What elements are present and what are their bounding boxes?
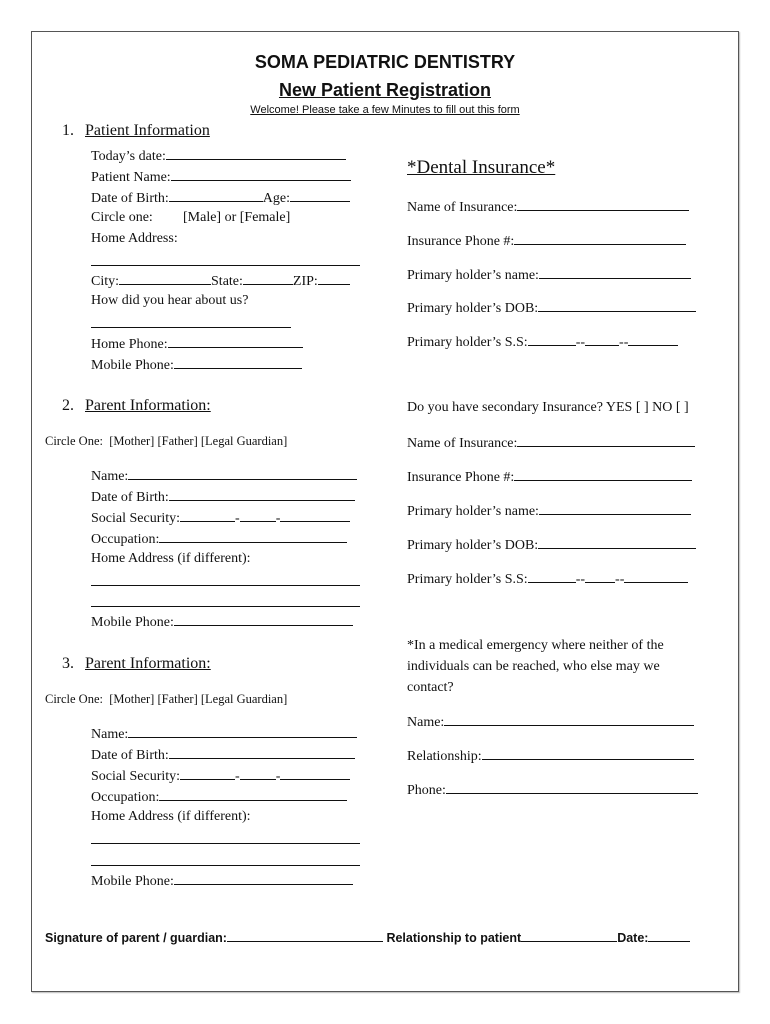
parent2-ssn-label: Social Security: xyxy=(91,769,181,784)
insurance-phone-field[interactable] xyxy=(407,232,686,250)
parent2-mobile-field[interactable] xyxy=(91,872,353,890)
parent1-relation-options[interactable]: [Mother] [Father] [Legal Guardian] xyxy=(109,434,288,448)
insurance-name-label: Name of Insurance: xyxy=(407,200,518,215)
emergency-name-label: Name: xyxy=(407,715,445,730)
patient-dob-field[interactable] xyxy=(91,189,350,207)
secondary-holder-dob-field[interactable] xyxy=(407,536,696,554)
hear-about-label: How did you hear about us? xyxy=(91,293,249,308)
secondary-holder-name-field[interactable] xyxy=(407,502,691,520)
secondary-holder-ss-field[interactable]: Primary holder’s S.S: -- -- xyxy=(407,570,688,588)
hear-about-line[interactable] xyxy=(91,327,291,328)
signature-row[interactable] xyxy=(45,929,690,945)
parent1-mobile-label: Mobile Phone: xyxy=(91,615,174,630)
relationship-to-patient-label: Relationship to patient xyxy=(386,931,522,945)
parent1-mobile-field[interactable] xyxy=(91,613,353,631)
parent1-address-line-1[interactable] xyxy=(91,585,360,586)
holder-name-label: Primary holder’s name: xyxy=(407,268,539,283)
parent1-circle-one xyxy=(45,434,287,449)
parent1-ssn-label: Social Security: xyxy=(91,511,181,526)
home-address-label: Home Address: xyxy=(91,231,178,246)
home-phone-label: Home Phone: xyxy=(91,337,168,352)
secondary-holder-ss-label: Primary holder’s S.S: xyxy=(407,572,528,587)
parent1-dob-label: Date of Birth: xyxy=(91,490,169,505)
dental-insurance-heading: *Dental Insurance* xyxy=(407,157,556,178)
todays-date-field[interactable] xyxy=(91,147,346,165)
holder-dob-field[interactable] xyxy=(407,299,696,317)
secondary-insurance-name-field[interactable] xyxy=(407,434,695,452)
parent1-address-line-2[interactable] xyxy=(91,606,360,607)
parent2-section-heading: Parent Information: xyxy=(85,655,211,672)
signature-label: Signature of parent / guardian: xyxy=(45,931,227,945)
parent2-mobile-label: Mobile Phone: xyxy=(91,874,174,889)
emergency-phone-label: Phone: xyxy=(407,783,446,798)
parent1-dob-field[interactable] xyxy=(91,488,355,506)
parent1-home-address-label: Home Address (if different): xyxy=(91,551,251,566)
form-title: New Patient Registration xyxy=(278,80,492,100)
insurance-name-field[interactable] xyxy=(407,198,689,216)
parent1-name-field[interactable] xyxy=(91,467,357,485)
home-phone-field[interactable] xyxy=(91,335,303,353)
home-address-line[interactable] xyxy=(91,265,360,266)
emergency-phone-field[interactable] xyxy=(407,781,698,799)
emergency-text-line-3: contact? xyxy=(407,680,454,695)
holder-ss-field[interactable]: Primary holder’s S.S: -- -- xyxy=(407,333,678,351)
emergency-relationship-label: Relationship: xyxy=(407,749,482,764)
practice-name: SOMA PEDIATRIC DENTISTRY xyxy=(254,52,516,72)
secondary-holder-name-label: Primary holder’s name: xyxy=(407,504,539,519)
welcome-text: Welcome! Please take a few Minutes to fill out this form xyxy=(250,104,520,116)
parent2-section-number: 3. xyxy=(62,655,74,672)
emergency-text-line-2: individuals can be reached, who else may we xyxy=(407,659,660,674)
emergency-name-field[interactable] xyxy=(407,713,694,731)
parent2-name-field[interactable] xyxy=(91,725,357,743)
secondary-insurance-question[interactable]: Do you have secondary Insurance? YES [ ] NO [ ] xyxy=(407,400,689,415)
secondary-holder-dob-label: Primary holder’s DOB: xyxy=(407,538,539,553)
parent2-occupation-field[interactable] xyxy=(91,788,347,806)
patient-name-label: Patient Name: xyxy=(91,170,171,185)
city-state-zip-field[interactable] xyxy=(91,272,350,290)
parent2-home-address-label: Home Address (if different): xyxy=(91,809,251,824)
holder-name-field[interactable] xyxy=(407,266,691,284)
parent1-section-heading: Parent Information: xyxy=(85,397,211,414)
parent2-address-line-2[interactable] xyxy=(91,865,360,866)
mobile-phone-field[interactable] xyxy=(91,356,302,374)
secondary-insurance-phone-label: Insurance Phone #: xyxy=(407,470,515,485)
secondary-insurance-phone-field[interactable] xyxy=(407,468,692,486)
parent2-name-label: Name: xyxy=(91,727,129,742)
secondary-insurance-name-label: Name of Insurance: xyxy=(407,436,518,451)
circle-one-label: Circle one: xyxy=(91,210,153,225)
city-label: City: xyxy=(91,274,120,289)
parent1-circle-label: Circle One: xyxy=(45,434,103,448)
parent2-circle-one xyxy=(45,692,287,707)
patient-name-field[interactable] xyxy=(91,168,351,186)
state-label: State: xyxy=(211,274,243,289)
parent1-name-label: Name: xyxy=(91,469,129,484)
patient-section-heading: Patient Information xyxy=(85,122,210,139)
parent2-dob-field[interactable] xyxy=(91,746,355,764)
patient-section-number: 1. xyxy=(62,122,74,139)
parent2-occupation-label: Occupation: xyxy=(91,790,160,805)
parent1-occupation-field[interactable] xyxy=(91,530,347,548)
parent2-relation-options[interactable]: [Mother] [Father] [Legal Guardian] xyxy=(109,692,288,706)
parent1-occupation-label: Occupation: xyxy=(91,532,160,547)
parent2-address-line-1[interactable] xyxy=(91,843,360,844)
patient-age-label: Age: xyxy=(262,191,290,206)
parent2-ssn-field[interactable]: Social Security: - - xyxy=(91,767,350,785)
todays-date-label: Today’s date: xyxy=(91,149,166,164)
emergency-text-line-1: *In a medical emergency where neither of the xyxy=(407,638,664,653)
parent1-section-number: 2. xyxy=(62,397,74,414)
mobile-phone-label: Mobile Phone: xyxy=(91,358,174,373)
patient-dob-label: Date of Birth: xyxy=(91,191,169,206)
date-label: Date: xyxy=(617,931,649,945)
gender-options[interactable]: [Male] or [Female] xyxy=(183,210,291,225)
zip-label: ZIP: xyxy=(292,274,318,289)
parent2-dob-label: Date of Birth: xyxy=(91,748,169,763)
parent2-circle-label: Circle One: xyxy=(45,692,103,706)
parent1-ssn-field[interactable]: Social Security: - - xyxy=(91,509,350,527)
insurance-phone-label: Insurance Phone #: xyxy=(407,234,515,249)
holder-ss-label: Primary holder’s S.S: xyxy=(407,335,528,350)
holder-dob-label: Primary holder’s DOB: xyxy=(407,301,539,316)
emergency-relationship-field[interactable] xyxy=(407,747,694,765)
